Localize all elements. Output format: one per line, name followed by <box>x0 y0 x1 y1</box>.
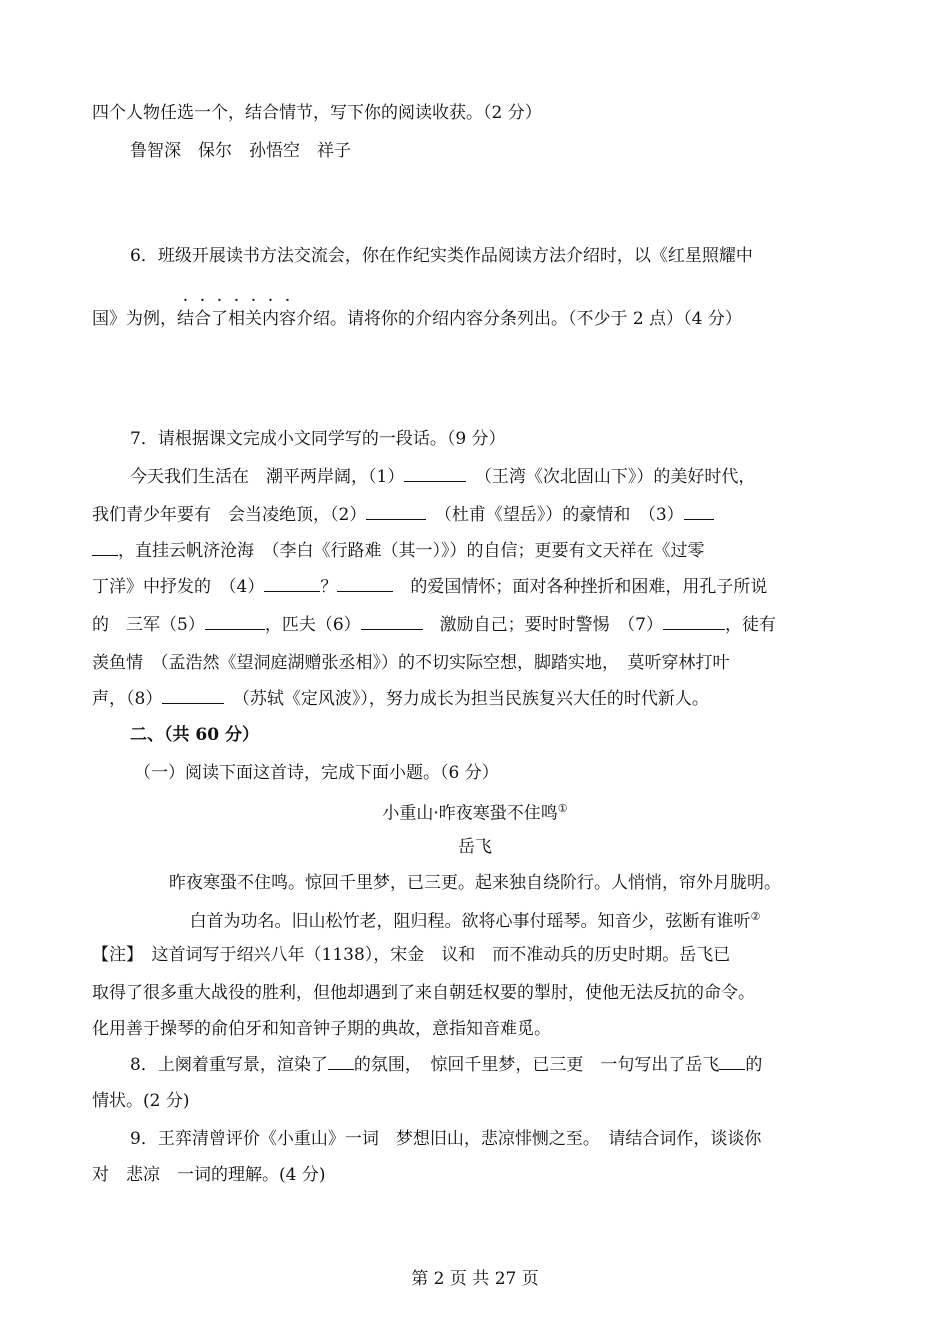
emphasis-char: 结 <box>177 309 194 329</box>
q7-text: 今天我们生活在 潮平两岸阔，（1） <box>130 467 405 487</box>
footnote-marker-1: ① <box>557 802 568 815</box>
answer-blank-q8a[interactable] <box>328 1055 354 1070</box>
q7-text: 的 三军（5） <box>92 615 205 635</box>
q8-text: 的 <box>745 1055 763 1075</box>
footnote-marker-2: ② <box>750 910 761 923</box>
poem-line-2-text: 白首为功名。旧山松竹老，阻归程。欲将心事付瑶琴。知音少，弦断有谁听 <box>189 911 751 932</box>
note-line-3: 化用善于操琴的俞伯牙和知音钟子期的典故，意指知音难觅。 <box>92 1019 551 1039</box>
answer-blank-3a[interactable] <box>684 505 714 520</box>
q7-text: 丁洋》中抒发的 （4） <box>92 577 265 597</box>
page-footer: 第 2 页 共 27 页 <box>411 1269 539 1289</box>
q7-paragraph-line-6: 羡鱼情 （孟浩然《望洞庭湖赠张丞相》）的不切实际空想，脚踏实地， 莫听穿林打叶 <box>92 653 730 673</box>
q7-text: 激励自己；要时时警惕 （7） <box>422 615 663 635</box>
emphasis-char: 合 <box>194 309 211 329</box>
emphasis-char: 容 <box>279 309 296 329</box>
q7-text: （王湾《次北固山下》）的美好时代， <box>466 467 756 487</box>
q7-text: 声，（8） <box>92 689 163 709</box>
question-8-line-1 <box>130 1054 762 1076</box>
question-6-line-1: 6．班级开展读书方法交流会，你在作纪实类作品阅读方法介绍时，以《红星照耀中 <box>130 246 753 266</box>
question-7-heading: 7．请根据课文完成小文同学写的一段话。（9 分） <box>130 429 506 449</box>
answer-blank-3b[interactable] <box>92 541 118 556</box>
poem-title <box>0 798 950 825</box>
q8-text: 8．上阕着重写景，渲染了 <box>130 1055 328 1075</box>
answer-blank-4a[interactable] <box>264 577 320 592</box>
q7-text: ，匹夫（6） <box>264 615 361 635</box>
question-8-line-2: 情状。(2 分) <box>92 1091 190 1111</box>
q7-paragraph-line-5 <box>92 614 776 636</box>
poem-title-text: 小重山·昨夜寒蛩不住鸣 <box>382 803 558 824</box>
answer-blank-7[interactable] <box>663 615 725 630</box>
character-options: 鲁智深 保尔 孙悟空 祥子 <box>130 141 351 161</box>
poem-author: 岳飞 <box>458 837 492 857</box>
q7-paragraph-line-4 <box>92 576 767 598</box>
q6-text-post: 介绍。请将你的介绍内容分条列出。（不少于 2 点）（4 分） <box>296 309 742 329</box>
answer-blank-q8b[interactable] <box>719 1055 745 1070</box>
q7-text: ，徒有 <box>724 615 776 635</box>
note-line-1 <box>92 944 730 966</box>
answer-blank-4b[interactable] <box>337 577 393 592</box>
note-text: 这首词写于绍兴八年（1138），宋金 议和 而不准动兵的历史时期。岳飞已 <box>134 945 731 965</box>
q7-paragraph-line-2 <box>92 504 714 526</box>
answer-blank-2[interactable] <box>366 505 426 520</box>
subsection-1-heading: （一）阅读下面这首诗，完成下面小题。（6 分） <box>134 763 499 783</box>
poem-line-2 <box>0 906 950 933</box>
poem-line-1: 昨夜寒蛩不住鸣。惊回千里梦，已三更。起来独自绕阶行。人悄悄，帘外月胧明。 <box>169 873 781 893</box>
q7-text: ，直挂云帆济沧海 （李白《行路难（其一）》）的自信；更要有文天祥在《过零 <box>118 541 705 561</box>
answer-blank-8[interactable] <box>162 689 224 704</box>
q7-text: 我们青少年要有 会当凌绝顶，（2） <box>92 505 367 525</box>
note-line-2: 取得了很多重大战役的胜利，但他却遇到了来自朝廷权要的掣肘，使他无法反抗的命令。 <box>92 983 755 1003</box>
q8-text: 的氛围， 惊回千里梦，已三更 一句写出了岳飞 <box>353 1055 720 1075</box>
answer-blank-6[interactable] <box>361 615 423 630</box>
q7-text: ？ <box>320 577 338 597</box>
question-5-text: 四个人物任选一个，结合情节，写下你的阅读收获。（2 分） <box>92 103 542 123</box>
q7-text: （杜甫《望岳》）的豪情和 （3） <box>426 505 684 525</box>
answer-blank-5[interactable] <box>205 615 265 630</box>
q6-dotted-emphasis <box>177 309 296 329</box>
question-9-line-1: 9．王弈清曾评价《小重山》一词 梦想旧山，悲凉悱恻之至。 请结合词作，谈谈你 <box>130 1129 762 1149</box>
q7-text: （苏轼《定风波》），努力成长为担当民族复兴大任的时代新人。 <box>224 689 709 709</box>
note-label: 【注】 <box>92 945 135 965</box>
emphasis-char: 相 <box>228 309 245 329</box>
question-9-line-2: 对 悲凉 一词的理解。(4 分) <box>92 1165 326 1185</box>
question-6-line-2 <box>92 308 742 330</box>
q7-paragraph-line-7 <box>92 688 709 710</box>
q7-paragraph-line-1 <box>130 466 755 488</box>
emphasis-char: 内 <box>262 309 279 329</box>
answer-blank-1[interactable] <box>404 467 466 482</box>
q7-text: 的爱国情怀；面对各种挫折和困难，用孔子所说 <box>393 577 768 597</box>
q7-paragraph-line-3 <box>92 540 705 562</box>
emphasis-char: 关 <box>245 309 262 329</box>
section-2-heading: 二、（共 60 分） <box>130 725 259 745</box>
q6-text-pre: 国》为例， <box>92 309 177 329</box>
emphasis-char: 了 <box>211 309 228 329</box>
